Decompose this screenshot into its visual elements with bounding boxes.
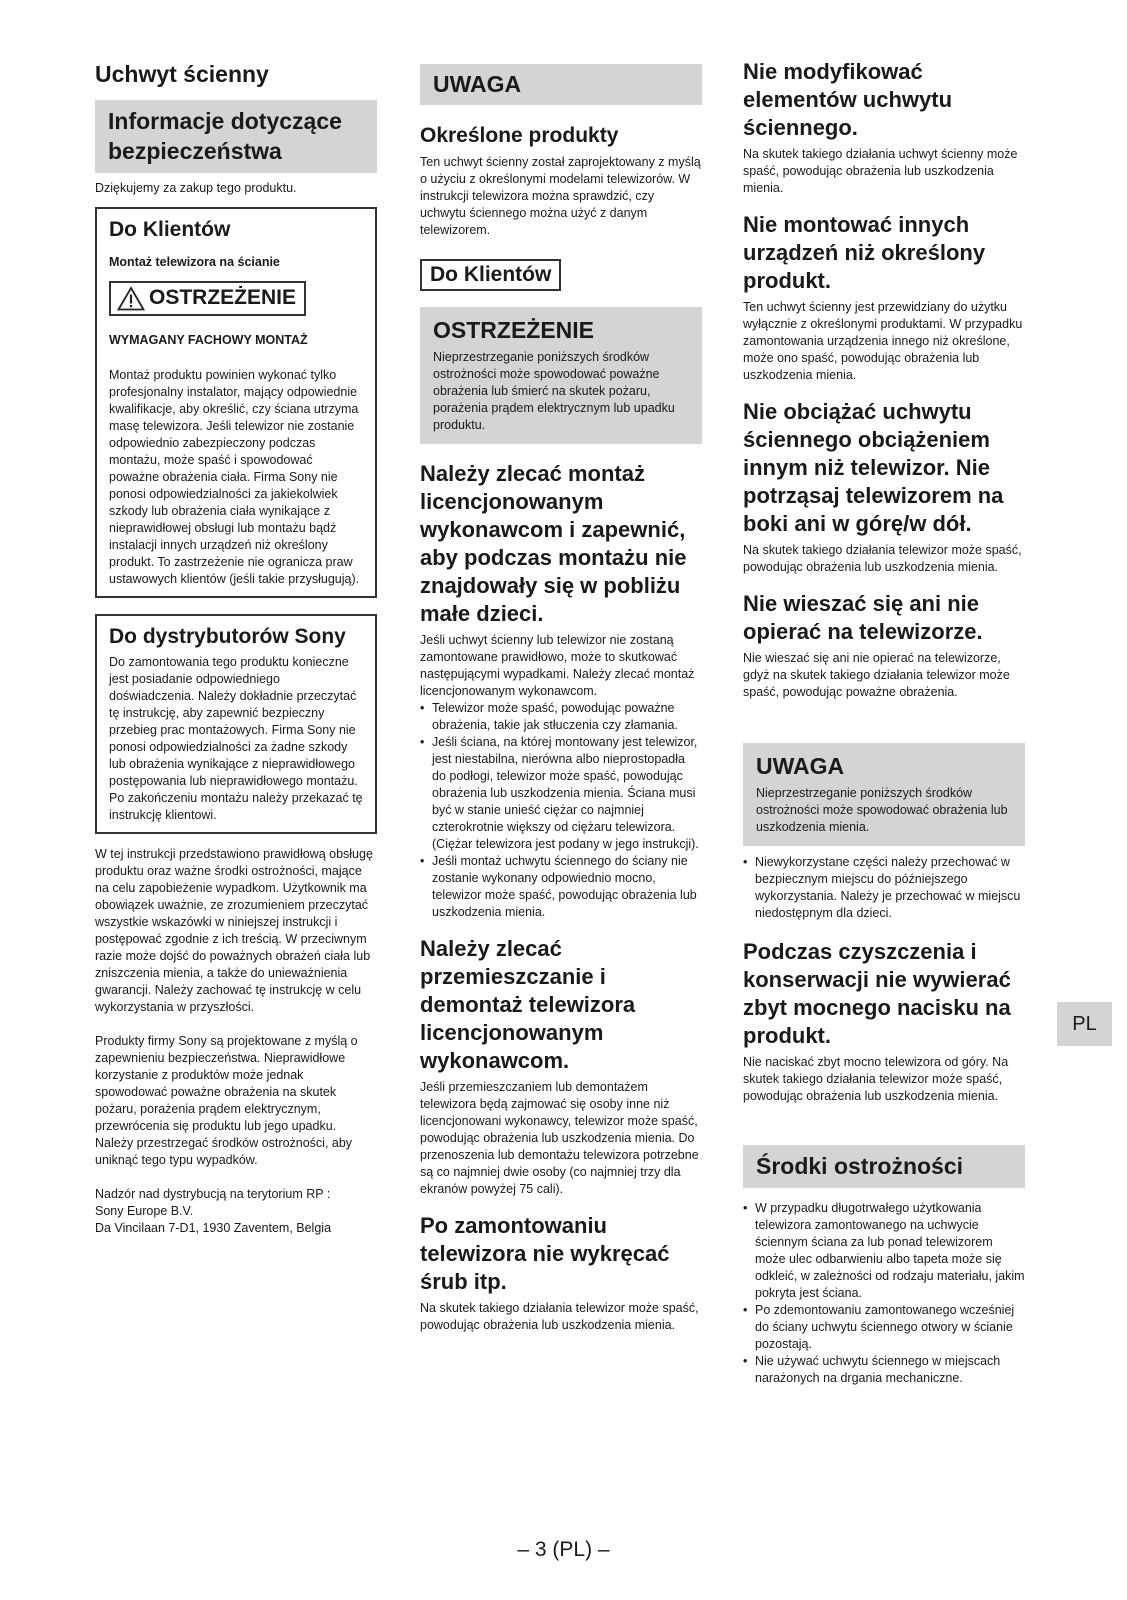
no-other-devices-heading: Nie montować innych urządzeń niż określony produkt. [743,212,986,293]
caution-list [743,854,1025,922]
column-right [743,58,1025,1387]
warning-label [109,281,306,316]
customers-text: Montaż produktu powinien wykonać tylko profesjonalny instalator, mający odpowiednie kwalifikacje, aby określić, czy ściana utrzyma masę telewizora. Jeśli telewizor nie zostanie odpowiednio zabezpieczony podczas montażu, może spaść i spowodować poważne obrażenia ciała. Firma Sony nie ponosi odpowiedzialności za jakiekolwiek szkody lub obrażenia ciała wynikające z nieprawidłowej obsługi lub montażu bądź instalacji innych urządzeń niż określony produkt. To zastrzeżenie nie ogranicza praw ustawowych klientów (jeśli takie przysługują). [109,367,360,586]
caution-panel-title: UWAGA [756,753,845,779]
licensed-install-text: Jeśli uchwyt ścienny lub telewizor nie zostaną zamontowane prawidłowo, może to skutkować następującymi wypadkami. Należy zlecać montaż licencjonowanym wykonawcom. [420,632,695,698]
caution-panel [743,743,1025,846]
warning-panel-title: OSTRZEŻENIE [433,316,595,343]
language-tab [1057,1002,1112,1046]
list-item: • Jeśli montaż uchwytu ściennego do ściany nie zostanie wykonany odpowiednio mocno, telewizor może spaść, powodując obrażenia lub uszkodzenia mienia. [420,853,702,921]
licensed-install-list [420,700,702,921]
customers-label-wrap [420,259,702,291]
no-hanging-text: Nie wieszać się ani nie opierać na telewizorze, gdyż na skutek takiego działania telewizor może spaść, powodując poważne obrażenia. [743,651,1010,699]
sony-products-paragraph: Produkty firmy Sony są projektowane z myślą o zapewnieniu bezpieczeństwa. Nieprawidłowe korzystanie z produktów może jednak spowodować poważne obrażenia na skutek pożaru, porażenia prądem elektrycznym, przewrócenia się produktu lub jego upadku. Należy przestrzegać środków ostrożności, aby uniknąć tego typu wypadków. [95,1034,358,1167]
warning-label-text: OSTRZEŻENIE [149,286,297,309]
list-item: • Po zdemontowaniu zamontowanego wcześniej do ściany uchwytu ściennego otwory w ścianie pozostają. [743,1302,1025,1353]
list-item: • Niewykorzystane części należy przechować w bezpiecznym miejscu do późniejszego wykorzystania. Należy je przechować w miejscu niedostępnym dla dzieci. [743,854,1025,922]
list-item: • W przypadku długotrwałego użytkowania telewizora zamontowanego na uchwycie ściennym ściana za lub ponad telewizorem może ulec odbarwieniu albo tapeta może się odkleić, w zależności od rodzaju materiału, jakim pokryta jest ściana. [743,1200,1025,1302]
distributors-heading: Do dystrybutorów Sony [109,624,346,648]
customers-label: Do Klientów [420,259,561,291]
moving-text: Jeśli przemieszczaniem lub demontażem telewizora będą zajmować się osoby inne niż licencjonowani wykonawcy, telewizor może spaść, powodując obrażenia lub uszkodzenia mienia. Do przenoszenia lub demontażu telewizora potrzebne są co najmniej dwie osoby (co najmniej trzy dla ekranów powyżej 75 cali). [420,1079,699,1196]
language-tab-label: PL [1072,1012,1097,1035]
intro-paragraph: W tej instrukcji przedstawiono prawidłową obsługę produktu oraz ważne środki ostrożności, mające na celu zapobieżenie wypadkom. Użytkownik ma obowiązek uważnie, ze zrozumieniem przeczytać wszystkie wskazówki w niniejszej instrukcji i postępować zgodnie z ich treścią. W przeciwnym razie może dojść do poważnych obrażeń ciała lub zniszczenia mienia, a także do unieważnienia gwarancji. Należy zachować tę instrukcję w celu wykorzystania w przyszłości. [95,847,373,1014]
customers-box [95,207,377,598]
list-item: • Telewizor może spaść, powodując poważne obrażenia, takie jak stłuczenia czy złamania. [420,700,702,734]
after-mount-heading: Po zamontowaniu telewizora nie wykręcać śrub itp. [420,1212,670,1294]
required-pro-install: WYMAGANY FACHOWY MONTAŻ [109,332,308,347]
no-modify-heading: Nie modyfikować elementów uchwytu ściennego. [743,59,953,140]
thanks-text: Dziękujemy za zakup tego produktu. [95,181,297,195]
wall-mount-subheading: Montaż telewizora na ścianie [109,254,280,269]
specified-products-text: Ten uchwyt ścienny został zaprojektowany z myślą o użyciu z określonymi modelami telewizorów. W instrukcji telewizora można sprawdzić, czy uchwytu ściennego można użyć z danym telewizorem. [420,154,701,237]
no-other-devices-text: Ten uchwyt ścienny jest przewidziany do użytku wyłącznie z określonymi produktami. W przypadku zamontowania urządzenia innego niż określone, może ono spaść, powodując obrażenia lub uszkodzenia mienia. [743,300,1023,382]
column-middle [420,64,702,1334]
distribution-address: Da Vincilaan 7-D1, 1930 Zaventem, Belgia [95,1221,332,1235]
warning-triangle-icon [117,286,145,311]
column-left [95,58,377,1237]
precautions-list [743,1200,1025,1387]
page-number: – 3 (PL) – [517,1538,610,1561]
caution-panel-text: Nieprzestrzeganie poniższych środków ostrożności może spowodować obrażenia lub uszkodzenia mienia. [756,786,1008,834]
licensed-install-heading: Należy zlecać montaż licencjonowanym wykonawcom i zapewnić, aby podczas montażu nie znajdowały się w pobliżu małe dzieci. [420,460,687,626]
page-title: Uchwyt ścienny [95,61,269,87]
no-load-text: Na skutek takiego działania telewizor może spaść, powodując obrażenia lub uszkodzenia mienia. [743,543,1022,574]
uwaga-heading: UWAGA [433,71,522,97]
specified-products-heading: Określone produkty [420,124,619,147]
safety-heading-box [95,100,377,173]
list-item: • Nie używać uchwytu ściennego w miejscach narażonych na drgania mechaniczne. [743,1353,1025,1387]
warning-panel [420,307,702,444]
uwaga-heading-box [420,64,702,105]
distributors-text: Do zamontowania tego produktu konieczne jest posiadanie odpowiedniego doświadczenia. Należy dokładnie przeczytać tę instrukcję, aby zapewnić bezpieczny przebieg prac montażowych. Firma Sony nie ponosi odpowiedzialności za żadne szkody lub obrażenia wynikające z nieprawidłowego postępowania lub nieprawidłowego montażu. Po zakończeniu montażu należy przekazać tę instrukcję klientowi. [109,655,363,822]
cleaning-text: Nie naciskać zbyt mocno telewizora od góry. Na skutek takiego działania telewizor może spaść, powodując obrażenia lub uszkodzenia mienia. [743,1055,1009,1103]
no-hanging-heading: Nie wieszać się ani nie opierać na telewizorze. [743,591,983,644]
precautions-heading: Środki ostrożności [756,1153,964,1179]
distribution-company: Sony Europe B.V. [95,1204,194,1218]
moving-heading: Należy zlecać przemieszczanie i demontaż telewizora licencjonowanym wykonawcom. [420,935,636,1073]
no-load-heading: Nie obciążać uchwytu ściennego obciążeniem innym niż telewizor. Nie potrząsaj telewizorem na boki ani w górę/w dół. [743,399,1004,536]
customers-heading: Do Klientów [109,218,231,241]
list-item: • Jeśli ściana, na której montowany jest telewizor, jest niestabilna, nierówna albo nieprostopadła do podłogi, telewizor może spaść, powodując obrażenia lub uszkodzenia mienia. Ściana musi być w stanie unieść ciężar co najmniej czterokrotnie większy od ciężaru telewizora. (Ciężar telewizora jest podany w jego instrukcji). [420,734,702,853]
after-mount-text: Na skutek takiego działania telewizor może spaść, powodując obrażenia lub uszkodzenia mienia. [420,1300,699,1332]
distribution-line: Nadzór nad dystrybucją na terytorium RP : [95,1187,331,1201]
no-modify-text: Na skutek takiego działania uchwyt ścienny może spaść, powodując obrażenia lub uszkodzenia mienia. [743,147,1018,195]
precautions-heading-box [743,1145,1025,1188]
warning-panel-text: Nieprzestrzeganie poniższych środków ostrożności może spowodować poważne obrażenia lub śmierć na skutek pożaru, porażenia prądem elektrycznym lub upadku produktu. [433,349,675,432]
distribution-info [95,1186,377,1237]
safety-heading: Informacje dotyczące bezpieczeństwa [108,108,342,164]
distributors-box [95,614,377,835]
cleaning-heading: Podczas czyszczenia i konserwacji nie wywierać zbyt mocnego nacisku na produkt. [743,939,1011,1048]
